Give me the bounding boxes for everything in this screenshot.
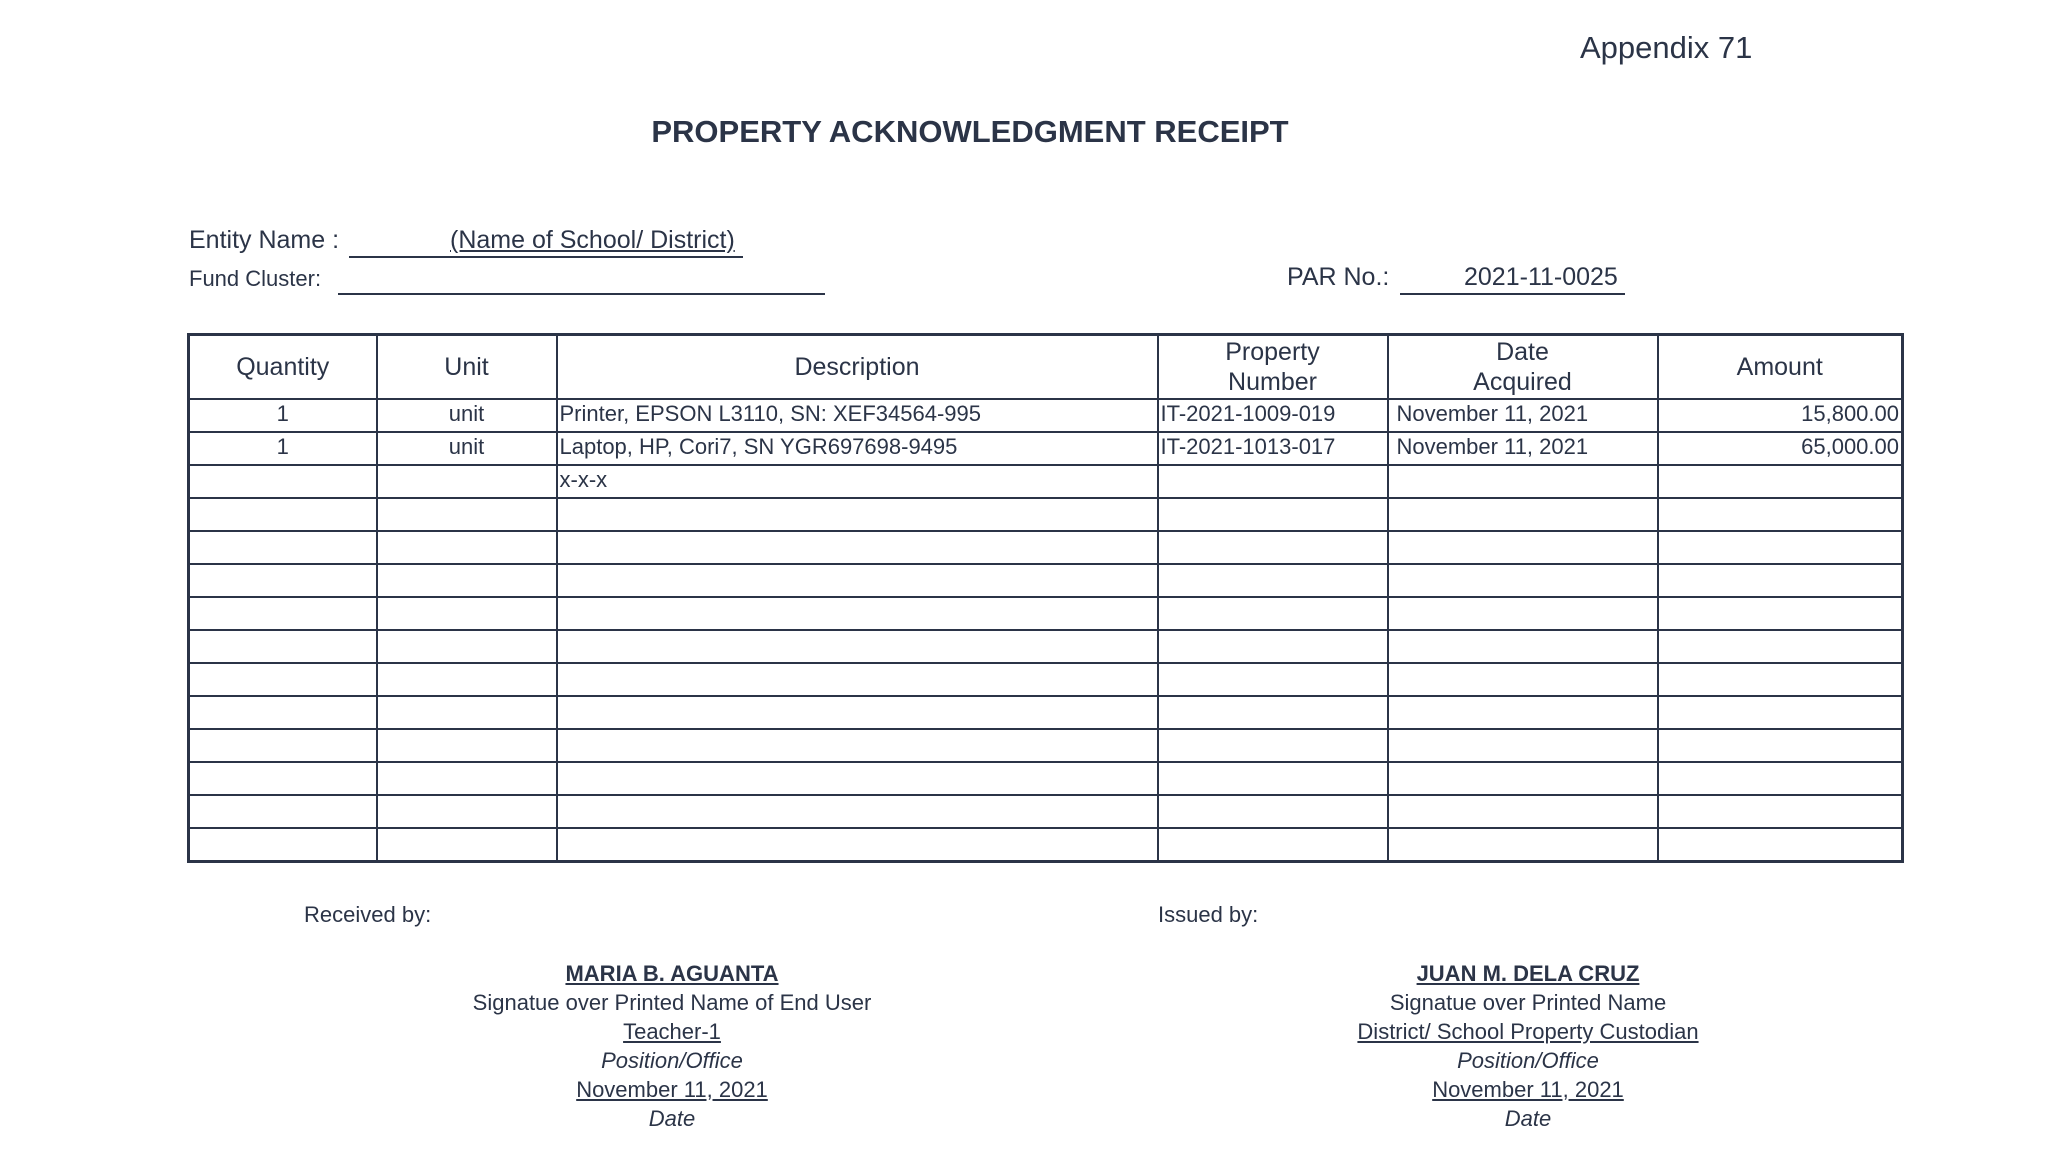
cell-property-number [1158,498,1388,531]
cell-unit [377,465,557,498]
cell-description: x-x-x [557,465,1158,498]
table-row [189,531,1903,564]
property-items-table [187,333,1904,863]
cell-unit [377,531,557,564]
cell-date-acquired [1388,663,1658,696]
cell-amount [1658,498,1903,531]
cell-unit [377,795,557,828]
cell-description: Printer, EPSON L3110, SN: XEF34564-995 [557,399,1158,432]
cell-amount [1658,729,1903,762]
cell-unit: unit [377,432,557,465]
par-number-label: PAR No.: [1287,263,1390,291]
cell-property-number [1158,531,1388,564]
table-row [189,465,1903,498]
table-row [189,663,1903,696]
table-row [189,498,1903,531]
cell-unit [377,828,557,862]
received-by-date-caption: Date [648,1106,696,1131]
cell-property-number [1158,696,1388,729]
issued-by-label: Issued by: [1158,902,1259,927]
cell-description [557,663,1158,696]
cell-date-acquired [1388,696,1658,729]
table-row [189,696,1903,729]
cell-unit [377,663,557,696]
cell-quantity [189,498,377,531]
cell-date-acquired [1388,597,1658,630]
table-row [189,762,1903,795]
cell-quantity: 1 [189,432,377,465]
cell-amount: 65,000.00 [1658,432,1903,465]
issued-by-signature-block [1228,959,1828,1133]
cell-property-number [1158,762,1388,795]
cell-property-number: IT-2021-1013-017 [1158,432,1388,465]
issued-by-date-caption: Date [1504,1106,1552,1131]
cell-quantity: 1 [189,399,377,432]
cell-amount [1658,630,1903,663]
header-property-number [1158,335,1388,400]
cell-amount [1658,828,1903,862]
cell-property-number [1158,630,1388,663]
cell-date-acquired [1388,762,1658,795]
cell-amount [1658,465,1903,498]
entity-name-label: Entity Name : [189,226,340,254]
cell-date-acquired: November 11, 2021 [1388,399,1658,432]
issued-by-position: District/ School Property Custodian [1357,1019,1699,1044]
cell-quantity [189,597,377,630]
table-row [189,597,1903,630]
cell-quantity [189,531,377,564]
cell-date-acquired [1388,531,1658,564]
cell-unit [377,696,557,729]
issued-by-position-caption: Position/Office [1457,1048,1599,1073]
table-header-row [189,335,1903,400]
par-number-value: 2021-11-0025 [1464,263,1618,291]
received-by-name: MARIA B. AGUANTA [565,961,779,986]
cell-description [557,696,1158,729]
cell-unit [377,630,557,663]
cell-date-acquired [1388,465,1658,498]
cell-description [557,795,1158,828]
cell-property-number [1158,564,1388,597]
header-unit: Unit [377,335,557,400]
entity-name-value: (Name of School/ District) [450,226,735,254]
cell-description [557,531,1158,564]
cell-quantity [189,696,377,729]
cell-unit [377,597,557,630]
cell-amount [1658,663,1903,696]
table-row [189,630,1903,663]
table-row [189,564,1903,597]
cell-date-acquired [1388,828,1658,862]
cell-date-acquired [1388,498,1658,531]
cell-property-number: IT-2021-1009-019 [1158,399,1388,432]
received-by-signature-caption: Signatue over Printed Name of End User [472,990,872,1015]
cell-amount: 15,800.00 [1658,399,1903,432]
cell-description [557,762,1158,795]
header-quantity: Quantity [189,335,377,400]
cell-property-number [1158,729,1388,762]
cell-date-acquired [1388,564,1658,597]
cell-quantity [189,663,377,696]
document-title: PROPERTY ACKNOWLEDGMENT RECEIPT [651,114,1289,149]
cell-property-number [1158,795,1388,828]
header-description: Description [557,335,1158,400]
cell-property-number [1158,663,1388,696]
cell-description [557,564,1158,597]
received-by-position-caption: Position/Office [601,1048,743,1073]
received-by-date: November 11, 2021 [576,1077,768,1102]
cell-description [557,828,1158,862]
cell-quantity [189,564,377,597]
fund-cluster-label: Fund Cluster: [189,266,322,291]
cell-unit: unit [377,399,557,432]
header-property-number-line2: Number [1228,368,1317,396]
cell-property-number [1158,828,1388,862]
received-by-signature-block [372,959,972,1133]
cell-amount [1658,762,1903,795]
cell-date-acquired [1388,729,1658,762]
cell-unit [377,498,557,531]
cell-description [557,498,1158,531]
cell-amount [1658,795,1903,828]
cell-date-acquired [1388,795,1658,828]
cell-quantity [189,828,377,862]
table-row [189,828,1903,862]
cell-quantity [189,465,377,498]
cell-date-acquired: November 11, 2021 [1388,432,1658,465]
table-body [189,399,1903,862]
cell-unit [377,564,557,597]
cell-quantity [189,630,377,663]
issued-by-date: November 11, 2021 [1432,1077,1624,1102]
cell-amount [1658,531,1903,564]
fund-cluster-field [338,266,825,295]
cell-description [557,630,1158,663]
header-date-acquired-line2: Acquired [1473,368,1572,396]
header-amount: Amount [1658,335,1903,400]
cell-unit [377,729,557,762]
cell-amount [1658,597,1903,630]
cell-unit [377,762,557,795]
cell-amount [1658,696,1903,729]
cell-description [557,729,1158,762]
appendix-label: Appendix 71 [1580,30,1753,65]
received-by-label: Received by: [304,902,432,927]
cell-quantity [189,729,377,762]
issued-by-signature-caption: Signatue over Printed Name [1389,990,1667,1015]
cell-quantity [189,795,377,828]
table-row [189,795,1903,828]
cell-amount [1658,564,1903,597]
cell-date-acquired [1388,630,1658,663]
issued-by-name: JUAN M. DELA CRUZ [1416,961,1640,986]
table-row [189,729,1903,762]
cell-quantity [189,762,377,795]
header-property-number-line1: Property [1225,338,1320,366]
table-row [189,432,1903,465]
table-row [189,399,1903,432]
header-date-acquired-line1: Date [1496,338,1549,366]
received-by-position: Teacher-1 [623,1019,721,1044]
cell-description: Laptop, HP, Cori7, SN YGR697698-9495 [557,432,1158,465]
header-date-acquired [1388,335,1658,400]
cell-property-number [1158,465,1388,498]
cell-property-number [1158,597,1388,630]
cell-description [557,597,1158,630]
